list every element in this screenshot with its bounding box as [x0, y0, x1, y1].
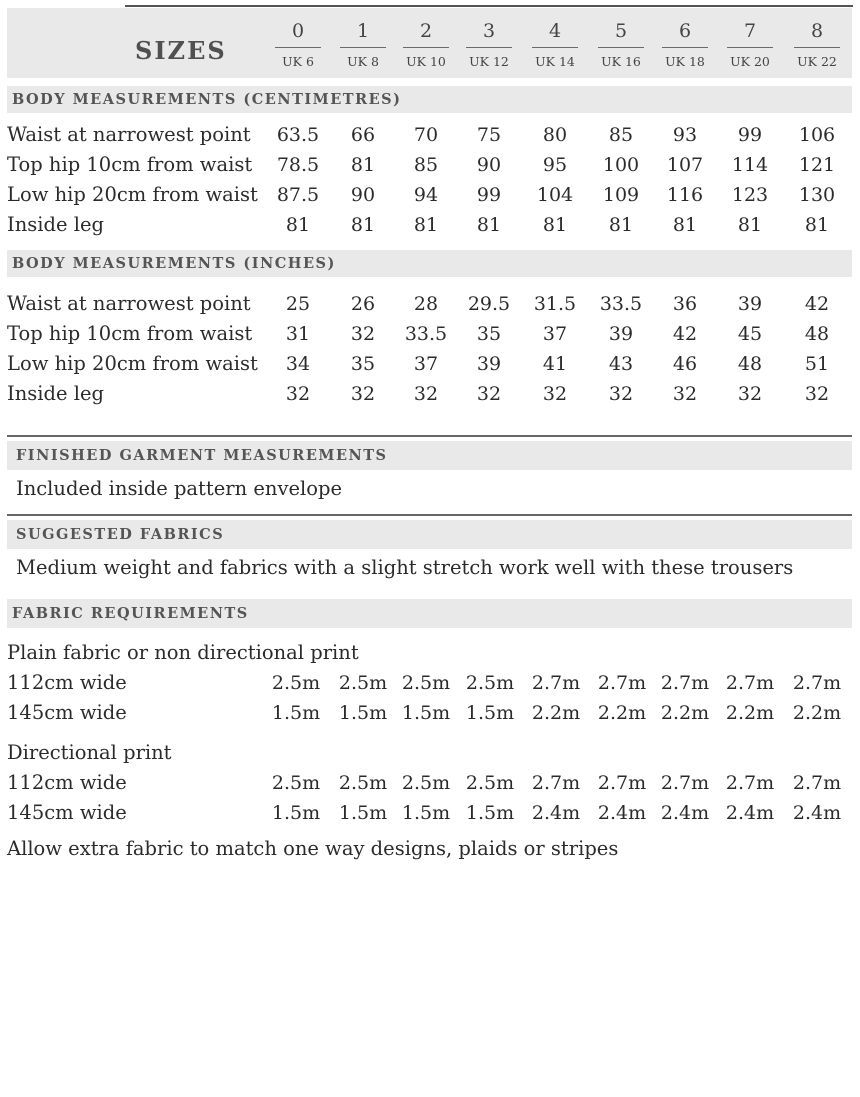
plain-fabric-cell: 1.5m — [465, 702, 515, 724]
directional-cell: 2.4m — [531, 802, 581, 824]
finished-heading: FINISHED GARMENT MEASUREMENTS — [16, 447, 388, 464]
fabric-note: Allow extra fabric to match one way designs, plaids or stripes — [7, 837, 619, 860]
finished-text: Included inside pattern envelope — [16, 477, 342, 500]
in-cell: 48 — [737, 353, 763, 375]
in-cell: 39 — [608, 323, 634, 345]
cm-cell: 90 — [476, 154, 502, 176]
in-cell: 43 — [608, 353, 634, 375]
plain-fabric-cell: 2.7m — [597, 672, 647, 694]
directional-cell: 2.5m — [465, 772, 515, 794]
finished-rule — [7, 435, 852, 437]
directional-cell: 1.5m — [465, 802, 515, 824]
cm-cell: 81 — [476, 214, 502, 236]
plain-fabric-cell: 2.2m — [531, 702, 581, 724]
in-cell: 32 — [737, 383, 763, 405]
cm-cell: 116 — [666, 184, 704, 206]
size-divider — [794, 47, 840, 48]
cm-cell: 123 — [731, 184, 769, 206]
in-row-label: Waist at narrowest point — [7, 292, 251, 315]
in-cell: 32 — [413, 383, 439, 405]
cm-cell: 81 — [672, 214, 698, 236]
directional-cell: 1.5m — [338, 802, 388, 824]
cm-cell: 130 — [798, 184, 836, 206]
in-cell: 37 — [413, 353, 439, 375]
uk-size-label: UK 6 — [282, 54, 314, 69]
in-cell: 31.5 — [533, 293, 577, 315]
cm-cell: 81 — [350, 214, 376, 236]
cm-cell: 81 — [804, 214, 830, 236]
cm-cell: 85 — [608, 124, 634, 146]
fabric-heading: FABRIC REQUIREMENTS — [12, 605, 249, 622]
cm-cell: 78.5 — [276, 154, 320, 176]
directional-cell: 2.4m — [792, 802, 842, 824]
plain-fabric-cell: 2.5m — [271, 672, 321, 694]
size-divider — [662, 47, 708, 48]
in-row-label: Top hip 10cm from waist — [7, 322, 253, 345]
cm-row-label: Low hip 20cm from waist — [7, 183, 258, 206]
size-number: 2 — [419, 20, 433, 42]
fabric-band — [7, 599, 852, 628]
size-divider — [403, 47, 449, 48]
body-in-heading: BODY MEASUREMENTS (INCHES) — [12, 255, 336, 272]
in-cell: 31 — [285, 323, 311, 345]
cm-cell: 81 — [350, 154, 376, 176]
directional-cell: 2.5m — [401, 772, 451, 794]
cm-cell: 104 — [536, 184, 574, 206]
cm-cell: 87.5 — [276, 184, 320, 206]
size-number: 1 — [356, 20, 370, 42]
cm-cell: 107 — [666, 154, 704, 176]
plain-fabric-cell: 2.2m — [597, 702, 647, 724]
size-divider — [340, 47, 386, 48]
cm-cell: 81 — [737, 214, 763, 236]
in-cell: 25 — [285, 293, 311, 315]
plain-fabric-title: Plain fabric or non directional print — [7, 641, 359, 664]
plain-fabric-cell: 2.5m — [401, 672, 451, 694]
cm-row-label: Waist at narrowest point — [7, 123, 251, 146]
in-cell: 32 — [350, 383, 376, 405]
uk-size-label: UK 20 — [730, 54, 770, 69]
cm-cell: 85 — [413, 154, 439, 176]
in-cell: 46 — [672, 353, 698, 375]
directional-cell: 2.7m — [597, 772, 647, 794]
in-row-label: Low hip 20cm from waist — [7, 352, 258, 375]
directional-cell: 2.4m — [660, 802, 710, 824]
plain-fabric-cell: 2.7m — [725, 672, 775, 694]
in-cell: 28 — [413, 293, 439, 315]
body-cm-band — [7, 86, 852, 113]
cm-cell: 114 — [731, 154, 769, 176]
cm-cell: 99 — [476, 184, 502, 206]
cm-row-label: Top hip 10cm from waist — [7, 153, 253, 176]
cm-cell: 94 — [413, 184, 439, 206]
in-cell: 32 — [285, 383, 311, 405]
suggested-rule — [7, 514, 852, 516]
directional-cell: 2.7m — [660, 772, 710, 794]
uk-size-label: UK 8 — [347, 54, 379, 69]
in-cell: 33.5 — [599, 293, 643, 315]
directional-cell: 2.5m — [271, 772, 321, 794]
body-cm-heading: BODY MEASUREMENTS (CENTIMETRES) — [12, 91, 402, 108]
cm-row-label: Inside leg — [7, 213, 104, 236]
plain-fabric-cell: 2.7m — [660, 672, 710, 694]
directional-title: Directional print — [7, 741, 172, 764]
size-divider — [532, 47, 578, 48]
in-cell: 42 — [804, 293, 830, 315]
directional-cell: 2.5m — [338, 772, 388, 794]
in-cell: 32 — [672, 383, 698, 405]
cm-cell: 63.5 — [276, 124, 320, 146]
cm-cell: 81 — [608, 214, 634, 236]
size-number: 7 — [743, 20, 757, 42]
size-number: 6 — [678, 20, 692, 42]
uk-size-label: UK 14 — [535, 54, 575, 69]
plain-fabric-cell: 1.5m — [401, 702, 451, 724]
in-cell: 32 — [608, 383, 634, 405]
cm-cell: 121 — [798, 154, 836, 176]
suggested-band — [7, 520, 852, 549]
body-in-band — [7, 250, 852, 277]
in-cell: 29.5 — [467, 293, 511, 315]
cm-cell: 81 — [285, 214, 311, 236]
cm-cell: 93 — [672, 124, 698, 146]
size-number: 5 — [614, 20, 628, 42]
in-cell: 32 — [542, 383, 568, 405]
cm-cell: 95 — [542, 154, 568, 176]
in-cell: 32 — [804, 383, 830, 405]
size-number: 8 — [810, 20, 824, 42]
in-cell: 42 — [672, 323, 698, 345]
plain-fabric-row-label: 112cm wide — [7, 671, 127, 694]
cm-cell: 109 — [602, 184, 640, 206]
uk-size-label: UK 12 — [469, 54, 509, 69]
size-divider — [275, 47, 321, 48]
cm-cell: 75 — [476, 124, 502, 146]
in-cell: 37 — [542, 323, 568, 345]
plain-fabric-cell: 1.5m — [338, 702, 388, 724]
cm-cell: 66 — [350, 124, 376, 146]
uk-size-label: UK 16 — [601, 54, 641, 69]
directional-cell: 2.7m — [531, 772, 581, 794]
cm-cell: 80 — [542, 124, 568, 146]
in-cell: 33.5 — [404, 323, 448, 345]
in-cell: 36 — [672, 293, 698, 315]
plain-fabric-row-label: 145cm wide — [7, 701, 127, 724]
in-cell: 41 — [542, 353, 568, 375]
in-cell: 39 — [737, 293, 763, 315]
in-cell: 35 — [476, 323, 502, 345]
suggested-text: Medium weight and fabrics with a slight stretch work well with these trousers — [16, 556, 794, 579]
directional-cell: 2.4m — [597, 802, 647, 824]
in-cell: 35 — [350, 353, 376, 375]
cm-cell: 106 — [798, 124, 836, 146]
plain-fabric-cell: 2.7m — [792, 672, 842, 694]
plain-fabric-cell: 2.2m — [792, 702, 842, 724]
plain-fabric-cell: 1.5m — [271, 702, 321, 724]
directional-row-label: 145cm wide — [7, 801, 127, 824]
directional-cell: 2.7m — [725, 772, 775, 794]
size-divider — [466, 47, 512, 48]
size-divider — [727, 47, 773, 48]
cm-cell: 81 — [542, 214, 568, 236]
size-number: 3 — [482, 20, 496, 42]
size-number: 4 — [548, 20, 562, 42]
top-rule — [125, 5, 853, 7]
sizes-title: SIZES — [135, 36, 227, 65]
in-cell: 26 — [350, 293, 376, 315]
uk-size-label: UK 10 — [406, 54, 446, 69]
size-divider — [598, 47, 644, 48]
directional-cell: 1.5m — [401, 802, 451, 824]
directional-cell: 1.5m — [271, 802, 321, 824]
in-cell: 39 — [476, 353, 502, 375]
directional-cell: 2.7m — [792, 772, 842, 794]
cm-cell: 100 — [602, 154, 640, 176]
plain-fabric-cell: 2.2m — [660, 702, 710, 724]
in-cell: 51 — [804, 353, 830, 375]
in-cell: 32 — [350, 323, 376, 345]
suggested-heading: SUGGESTED FABRICS — [16, 526, 225, 543]
plain-fabric-cell: 2.5m — [338, 672, 388, 694]
directional-row-label: 112cm wide — [7, 771, 127, 794]
in-cell: 34 — [285, 353, 311, 375]
cm-cell: 90 — [350, 184, 376, 206]
in-cell: 32 — [476, 383, 502, 405]
cm-cell: 81 — [413, 214, 439, 236]
in-cell: 45 — [737, 323, 763, 345]
uk-size-label: UK 18 — [665, 54, 705, 69]
directional-cell: 2.4m — [725, 802, 775, 824]
size-number: 0 — [291, 20, 305, 42]
uk-size-label: UK 22 — [797, 54, 837, 69]
in-cell: 48 — [804, 323, 830, 345]
cm-cell: 99 — [737, 124, 763, 146]
plain-fabric-cell: 2.2m — [725, 702, 775, 724]
in-row-label: Inside leg — [7, 382, 104, 405]
cm-cell: 70 — [413, 124, 439, 146]
finished-band — [7, 441, 852, 470]
plain-fabric-cell: 2.5m — [465, 672, 515, 694]
plain-fabric-cell: 2.7m — [531, 672, 581, 694]
